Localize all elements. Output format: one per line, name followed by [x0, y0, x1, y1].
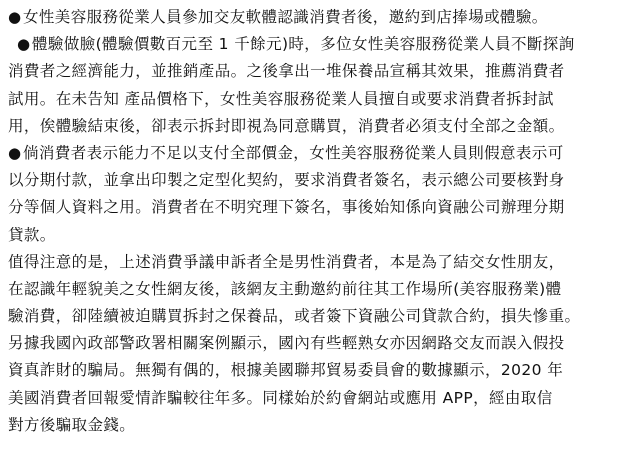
text-line: 分等個人資料之用。消費者在不明究理下簽名，事後始知係向資融公司辦理分期: [8, 198, 565, 217]
text-line: 另據我國內政部警政署相關案例顯示，國內有些輕熟女亦因網路交友而誤入假投: [8, 334, 565, 353]
text-line: 美國消費者回報愛情詐騙較往年多。同樣始於約會網站或應用 APP，經由取信: [8, 388, 553, 407]
text-line: 值得注意的是，上述消費爭議申訴者全是男性消費者，本是為了結交女性朋友，: [8, 252, 565, 271]
bullet-icon: ●: [8, 143, 22, 162]
text-line: 在認識年輕貌美之女性網友後，該網友主動邀約前往其工作場所(美容服務業)體: [8, 279, 562, 298]
text-line: 試用。在未告知 產品價格下，女性美容服務從業人員擅自或要求消費者拆封試: [8, 89, 554, 108]
bullet-icon: ●: [8, 8, 22, 26]
text-line: 貸款。: [8, 225, 56, 244]
text-line: 體驗做臉(體驗價數百元至 1 千餘元)時，多位女性美容服務從業人員不斷探詢: [32, 35, 575, 54]
text-line: 倘消費者表示能力不足以支付全部價金，女性美容服務從業人員則假意表示可: [23, 143, 564, 162]
text-line: 資真詐財的騙局。無獨有偶的，根據美國聯邦貿易委員會的數據顯示，2020 年: [8, 361, 564, 380]
text-line: 以分期付款，並拿出印製之定型化契約，要求消費者簽名，表示總公司要核對身: [8, 171, 565, 190]
bullet-paragraph-1: [8, 4, 634, 31]
text-line: 消費者之經濟能力，並推銷產品。之後拿出一堆保養品宣稱其效果，推薦消費者: [8, 62, 565, 81]
text-line: 用，俟體驗結束後，卻表示拆封即視為同意購買，消費者必須支付全部之金額。: [8, 116, 565, 135]
text-line: 驗消費，卻陸續被迫購買拆封之保養品，或者簽下資融公司貸款合約，損失慘重。: [8, 307, 581, 326]
text-line: 女性美容服務從業人員參加交友軟體認識消費者後，邀約到店捧場或體驗。: [23, 8, 548, 26]
bullet-paragraph-3: [8, 140, 634, 167]
bullet-icon: ●: [17, 35, 31, 54]
text-line: 對方後騙取金錢。: [8, 415, 136, 434]
bullet-paragraph-2: [8, 31, 634, 58]
